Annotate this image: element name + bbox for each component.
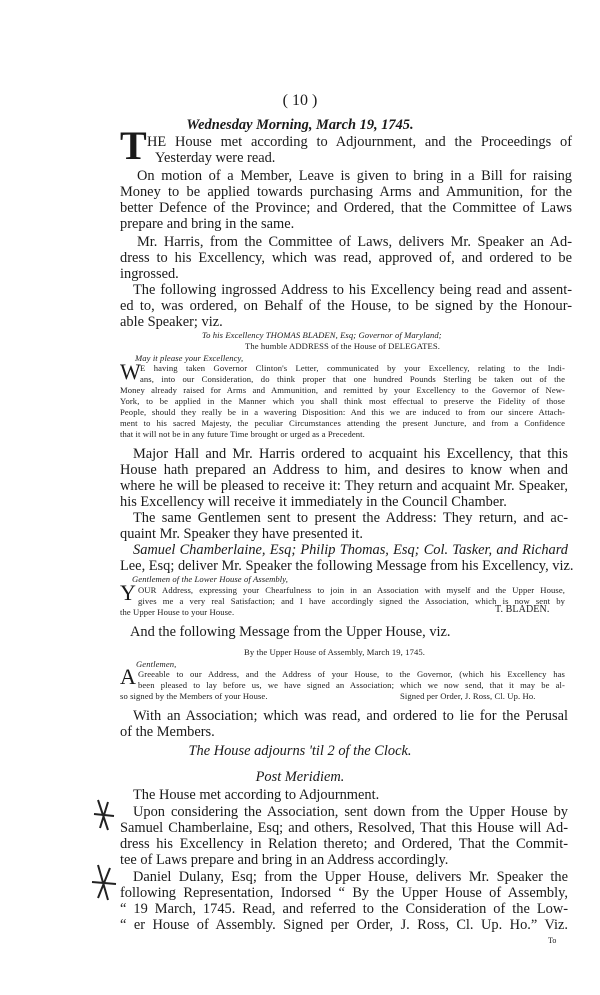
drop-cap-y: Y	[120, 580, 136, 605]
address-line: York, to be applied in the Manner which you shall think most effectual to preserve the Fidelity of those	[120, 396, 565, 406]
address-line: that it will not be in any future Time brought or urged as a Precedent.	[120, 429, 365, 439]
para3-line: The following ingrossed Address to his Excellency being read and assent-	[133, 282, 572, 298]
para3-line: able Speaker; viz.	[120, 314, 223, 330]
para3-line: ed to, was ordered, on Behalf of the House, to be signed by the Honour-	[120, 298, 572, 314]
drop-cap-a: A	[120, 664, 136, 689]
para4-line: his Excellency will receive it immediately in the Council Chamber.	[120, 494, 507, 510]
message-salutation: Gentlemen of the Lower House of Assembly,	[132, 574, 288, 584]
para6-line: “ er House of Assembly. Signed per Order, J. Ross, Cl. Up. Ho.” Viz.	[120, 917, 568, 933]
upper-line: been pleased to lay before us, we have signed an Association; which we now send, that it may be al-	[138, 680, 565, 690]
page-number: ( 10 )	[282, 92, 318, 109]
para1-line: Money to be applied towards purchasing Arms and Ammunition, for the	[120, 184, 572, 200]
para4-line: Major Hall and Mr. Harris ordered to acquaint his Excellency, that this	[133, 446, 568, 462]
message-line: OUR Address, expressing your Chearfulness to join in an Association with myself and the Upper House,	[138, 585, 565, 595]
post-meridiem-heading: Post Meridiem.	[255, 769, 345, 785]
para6-line: following Representation, Indorsed “ By the Upper House of Assembly,	[120, 885, 568, 901]
adjourn-line: The House adjourns 'til 2 of the Clock.	[188, 743, 412, 759]
drop-cap-w: W	[120, 359, 141, 384]
para4-line: House hath prepared an Address to him, and desires to know when and	[120, 462, 568, 478]
message-line: the Upper House to your House.	[120, 607, 235, 617]
opening-line-2: Yesterday were read.	[155, 150, 276, 166]
address-from-line: The humble ADDRESS of the House of DELEGATES.	[245, 341, 440, 351]
para6-line: Daniel Dulany, Esq; from the Upper House, delivers Mr. Speaker the	[133, 869, 568, 885]
upper-intro: And the following Message from the Upper House, viz.	[130, 624, 451, 640]
para1-line: On motion of a Member, Leave is given to bring in a Bill for raising	[137, 168, 572, 184]
para4-line: quaint Mr. Speaker they have presented it.	[120, 526, 363, 542]
para6-line: Upon considering the Association, sent down from the Upper House by	[133, 804, 568, 820]
address-line: E having taken Governor Clinton's Letter, communicated by your Excellency, relating to the Indi-	[140, 363, 565, 373]
upper-line: Greeable to our Address, and the Address of your House, to the Governor, (which his Excellency has	[138, 669, 565, 679]
para6-line: dress his Excellency in Relation thereto; and Ordered, That the Commit-	[120, 836, 568, 852]
signature: T. BLADEN.	[495, 604, 550, 615]
para5-line: With an Association; which was read, and ordered to lie for the Perusal	[133, 708, 568, 724]
upper-date-line: By the Upper House of Assembly, March 19, 1745.	[244, 647, 426, 657]
address-line: ment to his sacred Majesty, the peculiar Circumstances attending the present Juncture, and from a Confidence	[120, 418, 565, 428]
message-line: gives me a very real Satisfaction; and I have accordingly signed the Association, which is now sent by	[138, 596, 565, 606]
address-line: Money already raised for Arms and Ammunition, and remitted by your Excellency to the Governor of New-	[120, 385, 565, 395]
para6-line: tee of Laws prepare and bring in an Address accordingly.	[120, 852, 449, 868]
para1-line: prepare and bring in the same.	[120, 216, 295, 232]
upper-salutation: Gentlemen,	[136, 659, 177, 669]
upper-line: so signed by the Members of your House.	[120, 691, 268, 701]
address-to-line: To his Excellency THOMAS BLADEN, Esq; Governor of Maryland;	[202, 330, 442, 340]
para6-line: The House met according to Adjournment.	[133, 787, 380, 803]
para6-line: “ 19 March, 1745. Read, and referred to the Consideration of the Low-	[120, 901, 568, 917]
day-heading: Wednesday Morning, March 19, 1745.	[186, 117, 414, 133]
catchword: To	[548, 936, 557, 945]
para2-line: Mr. Harris, from the Committee of Laws, delivers Mr. Speaker an Ad-	[137, 234, 572, 250]
para4-line: Samuel Chamberlaine, Esq; Philip Thomas, Esq; Col. Tasker, and Richard	[133, 542, 568, 558]
address-line: People, should they really be in a wavering Disposition: And this we are induced to from our sincere Attach-	[120, 407, 565, 417]
para6-line: Samuel Chamberlaine, Esq; and others, Resolved, That this House will Ad-	[120, 820, 568, 836]
handwritten-margin-marks	[80, 790, 125, 940]
opening-line-1: HE House met according to Adjournment, and the Proceedings of	[147, 134, 572, 150]
para4-line: where he will be pleased to receive it: They return and acquaint Mr. Speaker,	[120, 478, 568, 494]
drop-cap-t: T	[120, 123, 147, 168]
upper-signed: Signed per Order, J. Ross, Cl. Up. Ho.	[400, 691, 536, 701]
address-line: ans, into our Consideration, do think proper that one hundred Pounds Sterling be taken out of the	[140, 374, 565, 384]
para4-line: The same Gentlemen sent to present the Address: They return, and ac-	[133, 510, 568, 526]
para4-line: Lee, Esq; deliver Mr. Speaker the following Message from his Excellency, viz.	[120, 558, 574, 574]
para5-line: of the Members.	[120, 724, 215, 740]
address-salutation: May it please your Excellency,	[135, 353, 244, 363]
para2-line: ingrossed.	[120, 266, 179, 282]
para1-line: better Defence of the Province; and Ordered, that the Committee of Laws	[120, 200, 572, 216]
para2-line: dress to his Excellency, which was read, approved of, and ordered to be	[120, 250, 572, 266]
